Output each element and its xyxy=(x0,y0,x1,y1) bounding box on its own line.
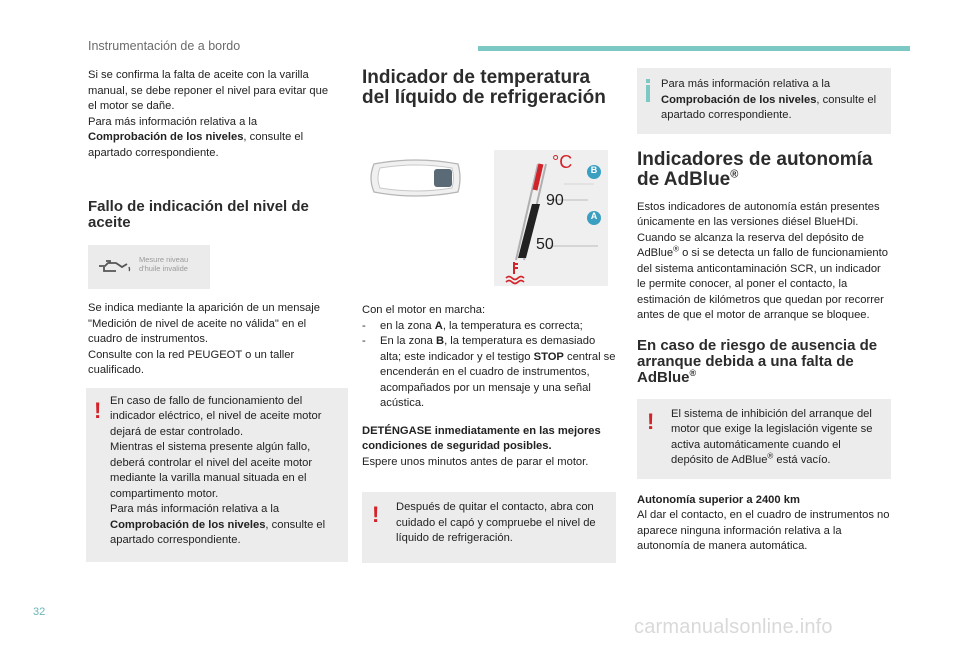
column-2 xyxy=(362,67,616,544)
adblue-heading: Indicadores de autonomía de AdBlue® xyxy=(637,148,873,190)
running-header: Instrumentación de a bordo xyxy=(88,39,241,53)
gauge-mark-50: 50 xyxy=(536,236,554,253)
oil-can-icon xyxy=(96,257,132,277)
coolant-temperature-icon xyxy=(506,262,524,284)
info-box: Para más información relativa a la Comprobación de los niveles, consulte el apartado correspondiente. xyxy=(637,68,891,134)
oil-fault-body: Se indica mediante la aparición de un mensaje "Medición de nivel de aceite no válida" en el cuadro de instrumentos. Consulte con la red PEUGEOT o un taller cualificado. xyxy=(88,302,320,376)
adblue-body: Cuando se alcanza la reserva del depósito de AdBlue® o si se detecta un fallo de funcionamiento del sistema anticontaminación SCR, un indicador le permite conocer, al poner el contacto, la estimación de kilómetros que quedan por recorrer antes de que el motor de arranque se bloquee. xyxy=(637,231,888,321)
oil-fault-heading: Fallo de indicación del nivel de aceite xyxy=(88,198,309,231)
warning-icon: ! xyxy=(372,502,380,527)
gauge-unit-label: °C xyxy=(552,152,573,172)
header-accent-bar xyxy=(478,46,910,51)
oil-message-figure xyxy=(88,245,210,289)
coolant-heading: Indicador de temperatura del líquido de refrigeración xyxy=(362,67,606,108)
warning-icon: ! xyxy=(647,408,655,434)
zone-b-item: - En la zona B, la temperatura es demasiado alta; este indicador y el testigo STOP central se encenderán en el cuadro de instrumentos, acompañados por un mensaje y una señal acústica. xyxy=(362,335,616,409)
autonomy-title: Autonomía superior a 2400 km xyxy=(637,493,800,506)
coolant-gauge-figure xyxy=(494,150,608,286)
coolant-body xyxy=(362,303,616,563)
warning-icon: ! xyxy=(94,397,102,423)
autonomy-body: Al dar el contacto, en el cuadro de instrumentos no aparece ninguna información relativa a la autonomía de manera automática. xyxy=(637,509,890,552)
column-1 xyxy=(88,68,338,562)
info-icon xyxy=(646,79,650,102)
zone-a-badge: A xyxy=(590,211,598,221)
coolant-warning-box: ! Después de quitar el contacto, abra con cuidado el capó y compruebe el nivel de líquido de refrigeración. xyxy=(362,492,616,563)
oil-message-text: Mesure niveau d'huile invalide xyxy=(139,255,189,273)
adblue-subheading: En caso de riesgo de ausencia de arranque debida a una falta de AdBlue® xyxy=(637,336,878,386)
stop-after: Espere unos minutos antes de parar el motor. xyxy=(362,455,589,468)
oil-warning-box: ! En caso de fallo de funcionamiento del indicador eléctrico, el nivel de aceite motor dejará de estar controlado. Mientras el sistema presente algún fallo, deberá controlar el nivel del aceite motor mediante la varilla manual situada en el compartimento motor. Para más información relativa a la Comprobación de los niveles, consulte el apartado correspondiente. xyxy=(86,388,348,562)
zone-a-item: - en la zona A, la temperatura es correcta; xyxy=(362,319,583,332)
intro-paragraph: Si se confirma la falta de aceite con la varilla manual, se debe reponer el nivel para evitar que el motor se dañe. Para más información relativa a la Comprobación de los niveles, consulte el apartado correspondiente. xyxy=(88,69,329,159)
zone-b-badge: B xyxy=(590,165,598,175)
page-number: 32 xyxy=(33,606,46,618)
watermark: carmanualsonline.info xyxy=(634,616,833,638)
adblue-warning-box: ! El sistema de inhibición del arranque del motor que exige la legislación vigente se activa automáticamente cuando el depósito de AdBlue® está vacío. xyxy=(637,399,891,479)
adblue-intro: Estos indicadores de autonomía están presentes únicamente en las versiones diésel BlueHDi. xyxy=(637,200,880,228)
cluster-outline-icon xyxy=(366,158,466,198)
gauge-mark-90: 90 xyxy=(546,192,564,209)
coolant-intro: Con el motor en marcha: xyxy=(362,304,486,316)
stop-notice: DETÉNGASE inmediatamente en las mejores condiciones de seguridad posibles. xyxy=(362,424,601,452)
column-3 xyxy=(637,68,891,555)
